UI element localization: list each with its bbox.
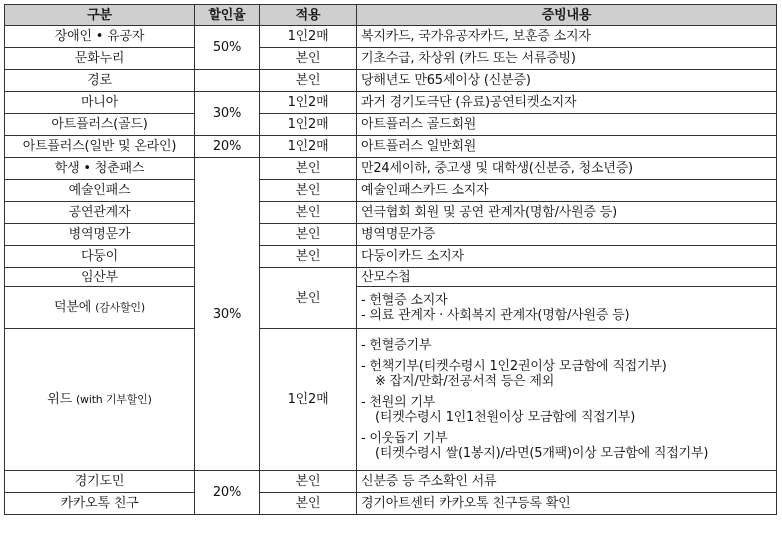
category-cell: 아트플러스(일반 및 온라인) [5, 136, 195, 158]
proof-line: (티켓수령시 1인1천원이상 모금함에 직접기부) [375, 410, 636, 425]
rate-cell: 30% [195, 158, 260, 471]
category-cell [5, 287, 195, 329]
category-cell: 장애인 • 유공자 [5, 26, 195, 48]
table-row [5, 92, 777, 114]
header-row [5, 5, 777, 26]
table-row [5, 471, 777, 493]
proof-cell: 예술인패스카드 소지자 [357, 180, 777, 202]
table-row [5, 26, 777, 48]
apply-cell: 본인 [260, 70, 357, 92]
proof-cell: 다둥이카드 소지자 [357, 246, 777, 268]
category-cell: 카카오톡 친구 [5, 493, 195, 515]
category-note: (with 기부할인) [75, 393, 152, 406]
header-proof: 증빙내용 [357, 5, 777, 26]
proof-line: - 천원의 기부 [361, 395, 436, 410]
header-category: 구분 [5, 5, 195, 26]
discount-table [4, 4, 777, 515]
apply-cell: 본인 [260, 180, 357, 202]
proof-cell: 과거 경기도극단 (유료)공연티켓소지자 [357, 92, 777, 114]
table-row [5, 158, 777, 180]
table-row [5, 114, 777, 136]
proof-cell: 병역명문가증 [357, 224, 777, 246]
proof-cell: 아트플러스 일반회원 [357, 136, 777, 158]
apply-cell: 본인 [260, 471, 357, 493]
category-cell: 문화누리 [5, 48, 195, 70]
apply-cell: 본인 [260, 493, 357, 515]
category-cell [5, 329, 195, 471]
table-row [5, 268, 777, 287]
rate-cell: 30% [195, 92, 260, 136]
table-row [5, 246, 777, 268]
apply-cell: 본인 [260, 246, 357, 268]
proof-cell: 기초수급, 차상위 (카드 또는 서류증빙) [357, 48, 777, 70]
table-row [5, 48, 777, 70]
header-discount-rate: 할인율 [195, 5, 260, 26]
table-row [5, 202, 777, 224]
header-apply: 적용 [260, 5, 357, 26]
proof-cell: 산모수첩 [357, 268, 777, 287]
category-text: 위드 [47, 392, 73, 407]
rate-cell-empty [195, 70, 260, 92]
proof-line: - 이웃돕기 기부 [361, 431, 448, 446]
rate-cell: 20% [195, 136, 260, 158]
proof-line: ※ 잡지/만화/전공서적 등은 제외 [375, 374, 555, 389]
apply-cell: 1인2매 [260, 92, 357, 114]
proof-cell: 아트플러스 골드회원 [357, 114, 777, 136]
apply-cell: 본인 [260, 202, 357, 224]
proof-cell [357, 329, 777, 471]
table-row [5, 180, 777, 202]
apply-cell: 본인 [260, 224, 357, 246]
rate-cell: 20% [195, 471, 260, 515]
table-row [5, 493, 777, 515]
apply-cell: 1인2매 [260, 329, 357, 471]
category-cell: 경기도민 [5, 471, 195, 493]
category-cell: 공연관계자 [5, 202, 195, 224]
proof-cell: 연극협회 회원 및 공연 관계자(명함/사원증 등) [357, 202, 777, 224]
table-row [5, 136, 777, 158]
proof-line: - 의료 관계자 · 사회복지 관계자(명함/사원증 등) [361, 307, 630, 323]
rate-cell: 50% [195, 26, 260, 70]
category-cell: 경로 [5, 70, 195, 92]
category-text: 덕분에 [54, 300, 92, 315]
category-cell: 임산부 [5, 268, 195, 287]
apply-cell: 1인2매 [260, 136, 357, 158]
apply-cell: 본인 [260, 158, 357, 180]
proof-cell: 신분증 등 주소확인 서류 [357, 471, 777, 493]
apply-cell: 1인2매 [260, 114, 357, 136]
table-row [5, 287, 777, 329]
apply-cell: 본인 [260, 268, 357, 329]
apply-cell: 1인2매 [260, 26, 357, 48]
proof-line: - 헌혈증기부 [361, 338, 432, 353]
proof-cell: 복지카드, 국가유공자카드, 보훈증 소지자 [357, 26, 777, 48]
category-cell: 아트플러스(골드) [5, 114, 195, 136]
category-cell: 예술인패스 [5, 180, 195, 202]
category-cell: 병역명문가 [5, 224, 195, 246]
table-row [5, 329, 777, 471]
category-cell: 마니아 [5, 92, 195, 114]
proof-line: (티켓수령시 쌀(1봉지)/라면(5개팩)이상 모금함에 직접기부) [375, 446, 709, 461]
proof-cell: 당해년도 만65세이상 (신분증) [357, 70, 777, 92]
category-cell: 다둥이 [5, 246, 195, 268]
proof-line: - 헌혈증 소지자 [361, 292, 448, 308]
proof-line: - 헌책기부(티켓수령시 1인2권이상 모금함에 직접기부) [361, 359, 667, 374]
proof-cell: 경기아트센터 카카오톡 친구등록 확인 [357, 493, 777, 515]
proof-cell: 만24세이하, 중고생 및 대학생(신분증, 청소년증) [357, 158, 777, 180]
table-row [5, 224, 777, 246]
apply-cell: 본인 [260, 48, 357, 70]
table-row [5, 70, 777, 92]
proof-cell [357, 287, 777, 329]
category-note: (감사할인) [95, 301, 145, 314]
category-cell: 학생 • 청춘패스 [5, 158, 195, 180]
